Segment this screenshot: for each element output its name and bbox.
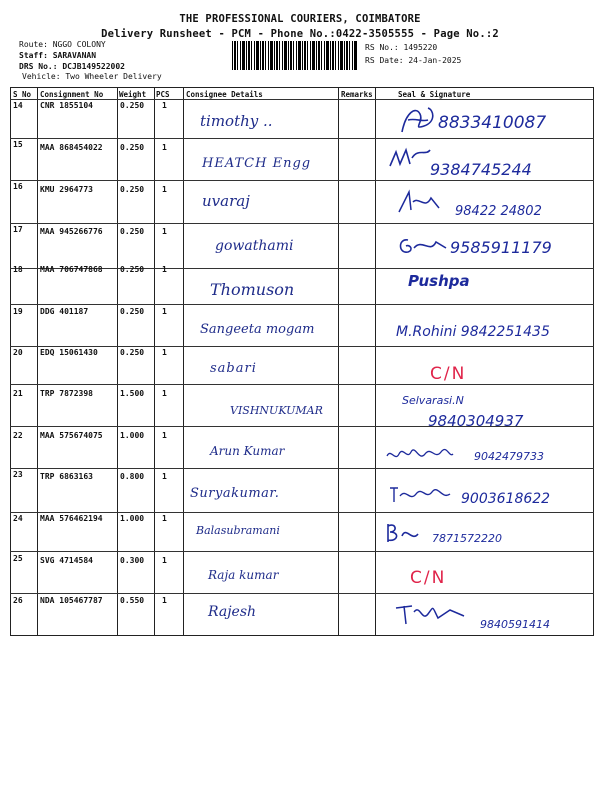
row-consignee: gowathami	[215, 238, 294, 254]
row-pcs: 1	[162, 556, 167, 565]
row-weight: 1.500	[120, 389, 145, 398]
row-pcs: 1	[162, 143, 167, 152]
row-phone: 9840591414	[480, 618, 550, 631]
rs-date: RS Date: 24-Jan-2025	[365, 56, 462, 65]
cn-status: C/N	[410, 568, 447, 588]
cn-status: C/N	[430, 364, 467, 384]
row-sno: 21	[13, 389, 23, 398]
company-title: THE PROFESSIONAL COURIERS, COIMBATORE	[179, 13, 421, 25]
runsheet-table	[10, 87, 594, 636]
row-consignee: VISHNUKUMAR	[230, 404, 323, 417]
row-weight: 0.250	[120, 143, 145, 152]
signature-scribble	[392, 602, 472, 626]
row-weight: 0.250	[120, 307, 145, 316]
row-pcs: 1	[162, 185, 167, 194]
row-consignment: SVG 4714584	[40, 556, 93, 565]
vehicle-label: Vehicle: Two Wheeler Delivery	[22, 72, 162, 81]
row-consignment: TRP 6863163	[40, 472, 93, 481]
row-consignee: Sangeeta mogam	[200, 322, 315, 337]
row-weight: 0.250	[120, 101, 145, 110]
row-pcs: 1	[162, 514, 167, 523]
row-weight: 1.000	[120, 431, 145, 440]
row-sno: 26	[13, 596, 23, 605]
row-consignee: Raja kumar	[208, 568, 279, 582]
row-sno: 22	[13, 431, 23, 440]
row-consignee: uvaraj	[202, 192, 250, 210]
row-pcs: 1	[162, 472, 167, 481]
row-pcs: 1	[162, 348, 167, 357]
row-sno: 24	[13, 514, 23, 523]
signature-name: Selvarasi.N	[402, 394, 464, 407]
row-weight: 0.550	[120, 596, 145, 605]
row-pcs: 1	[162, 265, 167, 274]
row-sno: 23	[13, 470, 23, 479]
col-weight-header: Weight	[119, 90, 147, 99]
row-phone: 9042479733	[474, 450, 544, 463]
row-consignment: MAA 576462194	[40, 514, 103, 523]
row-consignment: NDA 105467787	[40, 596, 103, 605]
row-phone: 98422 24802	[455, 204, 542, 219]
signature-scribble	[382, 520, 422, 546]
col-sno-header: S No	[13, 90, 32, 99]
col-consignment-header: Consignment No	[40, 90, 104, 99]
row-phone: 9003618622	[461, 491, 551, 507]
row-consignment: MAA 868454022	[40, 143, 103, 152]
row-pcs: 1	[162, 227, 167, 236]
signature-scribble	[395, 188, 441, 216]
row-consignee: Suryakumar.	[190, 486, 280, 501]
runsheet-subtitle: Delivery Runsheet - PCM - Phone No.:0422-3505555 - Page No.:2	[101, 28, 499, 40]
drs-number: DRS No.: DCJB149522002	[19, 62, 125, 71]
row-weight: 1.000	[120, 514, 145, 523]
row-sno: 14	[13, 101, 23, 110]
row-phone: 8833410087	[438, 113, 547, 133]
signature-scribble	[396, 234, 448, 258]
row-pcs: 1	[162, 596, 167, 605]
route-label: Route: NGGO COLONY	[19, 40, 106, 49]
signature-name: Pushpa	[408, 272, 470, 290]
row-phone: M.Rohini 9842251435	[396, 324, 550, 340]
col-remarks-header: Remarks	[341, 90, 373, 99]
row-consignee: timothy ..	[200, 112, 273, 130]
signature-scribble	[398, 104, 438, 136]
row-weight: 0.250	[120, 185, 145, 194]
signature-scribble	[388, 146, 432, 172]
row-phone: 9585911179	[450, 238, 552, 257]
row-pcs: 1	[162, 307, 167, 316]
row-consignment: DDG 401187	[40, 307, 89, 316]
row-consignment: MAA 945266776	[40, 227, 103, 236]
row-consignee: Arun Kumar	[210, 444, 285, 458]
row-phone: 7871572220	[432, 532, 502, 545]
signature-scribble	[388, 484, 452, 506]
row-consignment: CNR 1855104	[40, 101, 93, 110]
row-sno: 16	[13, 182, 23, 191]
row-sno: 19	[13, 307, 23, 316]
row-weight: 0.800	[120, 472, 145, 481]
row-consignment: TRP 7872398	[40, 389, 93, 398]
rs-number: RS No.: 1495220	[365, 43, 438, 52]
col-consignee-header: Consignee Details	[186, 90, 263, 99]
row-sno: 18	[13, 265, 23, 274]
barcode	[232, 41, 358, 70]
row-consignment: KMU 2964773	[40, 185, 93, 194]
row-consignee: Thomuson	[210, 280, 295, 299]
row-consignee: Balasubramani	[196, 524, 280, 537]
row-consignment: MAA 575674075	[40, 431, 103, 440]
row-sno: 17	[13, 225, 23, 234]
row-consignee: HEATCH Engg	[202, 156, 312, 171]
col-seal-header: Seal & Signature	[398, 90, 471, 99]
row-phone: 9384745244	[430, 160, 532, 179]
row-phone: 9840304937	[428, 412, 524, 430]
row-weight: 0.250	[120, 227, 145, 236]
staff-label: Staff: SARAVANAN	[19, 51, 97, 60]
row-pcs: 1	[162, 389, 167, 398]
row-pcs: 1	[162, 431, 167, 440]
row-consignment: MAA 706747868	[40, 265, 103, 274]
row-pcs: 1	[162, 101, 167, 110]
row-consignment: EDQ 15061430	[40, 348, 98, 357]
signature-scribble	[385, 446, 455, 464]
col-pcs-header: PCS	[156, 90, 170, 99]
row-consignee: sabari	[210, 361, 257, 376]
row-sno: 25	[13, 554, 23, 563]
row-weight: 0.300	[120, 556, 145, 565]
row-sno: 15	[13, 140, 23, 149]
row-sno: 20	[13, 348, 23, 357]
row-weight: 0.250	[120, 348, 145, 357]
row-consignee: Rajesh	[208, 604, 257, 620]
row-weight: 0.250	[120, 265, 145, 274]
